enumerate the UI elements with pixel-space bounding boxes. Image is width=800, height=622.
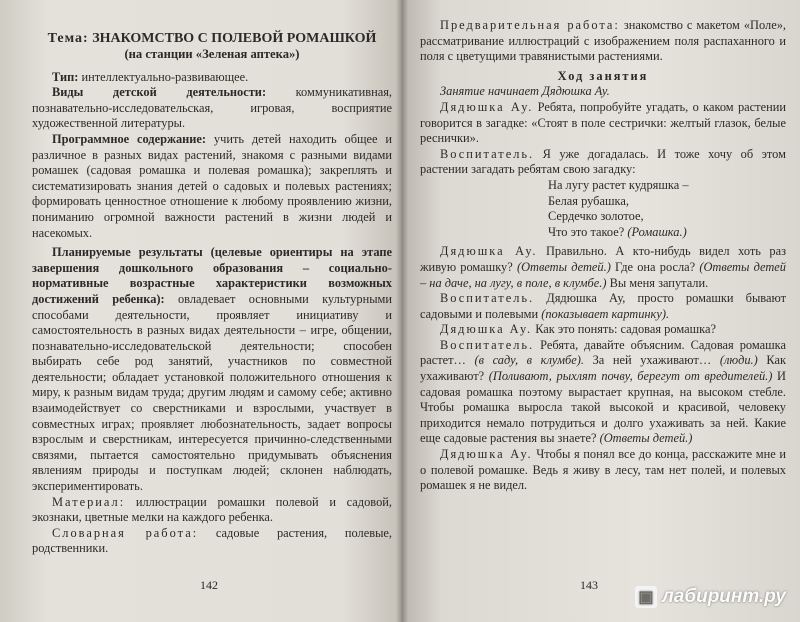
verse-line-3: Сердечко золотое, — [548, 209, 644, 224]
activities-text: коммуникативная, познавательно-исследовательская, игровая, восприятие художественной литературы. — [32, 85, 392, 131]
type-label: Тип: — [52, 69, 79, 84]
dialogue-line-4 — [420, 291, 786, 322]
vocab-label: Словарная работа: — [52, 525, 199, 540]
speaker-uncle-au: Дядюшка Ау. — [440, 244, 538, 259]
title-text: ЗНАКОМСТВО С ПОЛЕВОЙ РОМАШКОЙ — [92, 31, 377, 46]
line-7-text: Чтобы я понял все до конца, расскажите мне и о полевой ромашке. Ведь я живу в лесу, там нет полей, и полевых ромашек я не видел. — [420, 447, 786, 493]
page-number-right: 143 — [580, 578, 598, 593]
line-6f: (Поливают, рыхлят почву, берегут от вредителей.) — [488, 369, 773, 384]
line-6b: (в саду, в клумбе). — [474, 353, 584, 368]
line-2-text: Я уже догадалась. И тоже хочу об этом растении загадать ребятам свою загадку: — [420, 146, 786, 177]
speaker-uncle-au: Дядюшка Ау. — [440, 447, 533, 462]
line-4a: Дядюшка Ау, просто ромашки бывают садовыми и полевыми — [420, 291, 786, 321]
results-paragraph — [32, 245, 392, 495]
dialogue-line-6 — [420, 338, 786, 447]
verse-line-2: Белая рубашка, — [548, 193, 629, 208]
dialogue-line-3 — [420, 244, 786, 291]
program-text: учить детей находить общее и различное в разных видах растений, знакомя с разными видами ромашек (садовая ромашка и полевая ромашка); закреплять и систематизировать знания детей о садовых и полевых растениях; формировать ценностное отношение к любому проявлению жизни, пониманию огромной важности растений в жизни людей и насекомых. — [32, 131, 392, 240]
line-6h: (Ответы детей.) — [599, 431, 693, 446]
line-6d: (люди.) — [719, 353, 758, 368]
intro-line: Занятие начинает Дядюшка Ау. — [440, 84, 610, 99]
line-1-text: Ребята, попробуйте угадать, о каком растении говорится в загадке: «Стоят в поле сестрички: желтый глазок, белые реснички». — [420, 99, 786, 146]
riddle-verse — [420, 178, 786, 240]
line-3b: (Ответы детей.) — [516, 259, 611, 274]
dialogue-line-7 — [420, 447, 786, 494]
type-text: интеллектуально-развивающее. — [81, 69, 249, 84]
activities-paragraph — [32, 85, 392, 132]
program-paragraph — [32, 132, 392, 241]
page-number-left: 142 — [200, 578, 218, 593]
speaker-teacher: Воспитатель. — [440, 291, 535, 306]
prelim-paragraph — [420, 18, 786, 65]
watermark-text: лабиринт.ру — [661, 586, 786, 607]
prelim-label: Предварительная работа: — [440, 18, 620, 32]
dialogue-line-5 — [420, 322, 786, 338]
dialogue-line-2 — [420, 147, 786, 178]
line-3a: Правильно. А кто-нибудь видел хоть раз живую ромашку? — [420, 244, 787, 274]
dialogue-line-1 — [420, 100, 786, 147]
right-page — [402, 0, 800, 622]
material-text: иллюстрации ромашки полевой и садовой, экознаки, цветные мелки на каждого ребенка. — [32, 494, 392, 525]
verse-line-4 — [420, 225, 786, 241]
vocab-text: садовые растения, полевые, родственники. — [32, 525, 392, 556]
line-6c: За ней ухаживают… — [592, 353, 712, 368]
program-label: Программное содержание: — [52, 131, 207, 146]
book-gutter-shadow — [396, 0, 408, 622]
line-3c: Где она росла? — [615, 259, 696, 274]
type-paragraph — [32, 70, 392, 86]
line-3e: Вы меня запутали. — [609, 275, 709, 290]
speaker-teacher: Воспитатель. — [440, 337, 535, 352]
speaker-uncle-au: Дядюшка Ау. — [440, 99, 534, 114]
prelim-text: знакомство с макетом «Поле», рассматривание иллюстраций с изображением поля распаханного и поля с цветущими травянистыми растениями. — [420, 18, 786, 64]
line-6g: И садовая ромашка поэтому вырастает крупная, на высоком стебле. Чтобы ромашка выросла такой высокой и красивой, человеку приходится немало потрудиться и долго ухаживать за ней. Какие еще садовые растения вы знаете? — [420, 369, 786, 446]
line-6e: Как ухаживают? — [420, 353, 786, 384]
verse-line-1: На лугу растет кудряшка – — [548, 177, 689, 192]
speaker-teacher: Воспитатель. — [440, 146, 535, 161]
material-label: Материал: — [52, 494, 126, 509]
line-3d: (Ответы детей – на даче, на лугу, в поле, в клумбе.) — [420, 259, 786, 290]
line-6a: Ребята, давайте объясним. Садовая ромашка растет… — [420, 337, 786, 368]
vocab-paragraph — [32, 526, 392, 557]
line-4b: (показывает картинку). — [541, 306, 670, 321]
verse-line-4-text: Что это такое? — [548, 224, 625, 239]
results-label: Планируемые результаты (целевые ориентиры на этапе завершения дошкольного образования – социально-нормативные возрастные характеристики возможных достижений ребенка): — [32, 245, 392, 306]
section-heading-text: Ход занятия — [557, 68, 649, 83]
verse-answer: (Ромашка.) — [627, 224, 687, 239]
section-heading — [420, 69, 786, 85]
title-label: Тема: — [47, 31, 89, 46]
lesson-title — [32, 30, 392, 47]
line-5-text: Как это понять: садовая ромашка? — [535, 322, 716, 337]
material-paragraph — [32, 495, 392, 526]
lesson-subtitle: (на станции «Зеленая аптека») — [124, 47, 300, 61]
watermark-logo — [635, 586, 786, 608]
speaker-uncle-au: Дядюшка Ау. — [440, 322, 533, 337]
activities-label: Виды детской деятельности: — [52, 85, 267, 100]
results-text: овладевает основными культурными способами деятельности, проявляет инициативу и самостоятельность в разных видах деятельности – игре, общении, познавательно-исследовательской деятельности; способен выбирать себе род занятий, участников по совместной деятельности; обладает установкой положительного отношения к миру, к разным видам труда; другим людям и самому себе; активно взаимодействует со сверстниками и взрослыми, участвует в совместных играх; проявляет любознательность, задает вопросы взрослым и сверстникам, интересуется причинно-следственными связями, пытается самостоятельно придумывать объяснения явлениям природы и поступкам людей; склонен наблюдать, экспериментировать. — [32, 291, 393, 494]
labyrinth-logo-icon: ▣ — [635, 586, 657, 608]
